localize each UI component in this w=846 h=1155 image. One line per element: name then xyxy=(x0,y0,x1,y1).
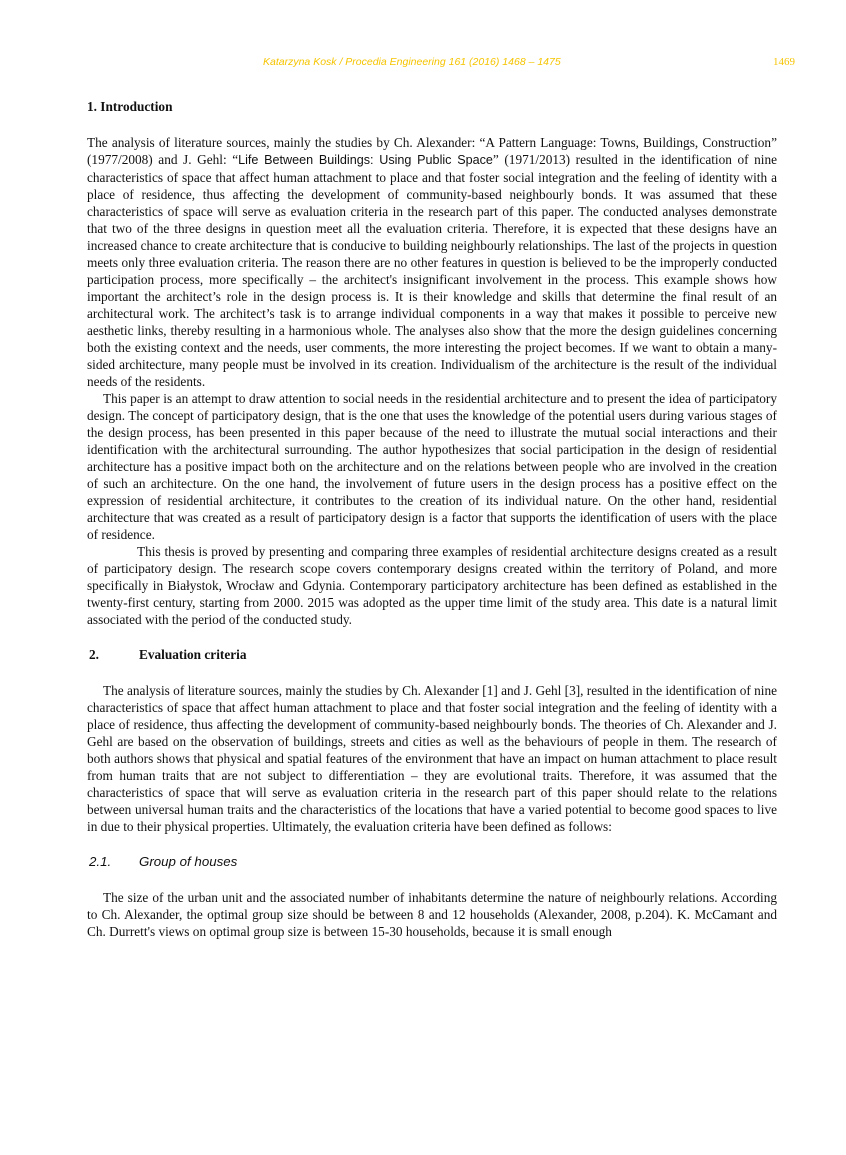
paragraph-text: The analysis of literature sources, mainly the studies by Ch. Alexander: “A Pattern Language: Towns, Buildings, Construction” (1977/2008) and J. Gehl: “ xyxy=(87,135,777,167)
paragraph-text: ” (1971/2013) resulted in the identification of nine characteristics of space that affect human attachment to place and that foster social integration and the feeling of identity with a place of residence, thus affecting the development of community-based neighbourly bonds. It was assumed that these characteristics of space will serve as evaluation criteria in the research part of this paper. The conducted analyses demonstrate that two of the three designs in question meet all the evaluation criteria. Therefore, it is expected that these designs have an increased chance to create architecture that is conducive to building neighbourly relationships. The last of the projects in question meets only three evaluation criteria. The reason there are no other features in question is believed to be the improperly conducted participation process, more specifically – the architect's insignificant involvement in the process. This example shows how important the architect’s role in the design process is. It is their knowledge and skills that determine the final result of an architectural work. The architect’s task is to arrange individual components in a way that makes it possible to perceive new aesthetic links, thereby resulting in a harmonious whole. The analyses also show that the more the design guidelines concerning both the existing context and the needs, user comments, the more interesting the project becomes. If we want to obtain a many-sided architecture, many people must be involved in its creation. Individualism of the architecture is the result of the individual needs of the residents. xyxy=(87,152,777,389)
article-body xyxy=(87,98,777,940)
paragraph xyxy=(87,134,777,390)
running-head xyxy=(87,56,795,72)
book-title: Life Between Buildings: Using Public Space xyxy=(238,153,493,167)
paragraph: This paper is an attempt to draw attention to social needs in the residential architecture and to present the idea of participatory design. The concept of participatory design, that is the one that uses the knowledge of the potential users during various stages of the design process, has been presented in this paper because of the need to illustrate the mutual social interactions and their identification with the architectural surrounding. The author hypothesizes that social participation in the design of residential architecture has a positive impact both on the architecture and on the relations between people who are involved in the creation of such an architecture. On the one hand, the involvement of future users in the design process has a positive effect on the expression of residential architecture, it contributes to the creation of its individual nature. On the other hand, residential architecture that was created as a result of participatory design is a factor that supports the identification of users with the place of residence. xyxy=(87,391,777,542)
section-title: Evaluation criteria xyxy=(139,647,247,662)
paragraph: This thesis is proved by presenting and comparing three examples of residential architecture designs created as a result of participatory design. The research scope covers contemporary designs created within the territory of Poland, and more specifically in Białystok, Wrocław and Gdynia. Contemporary participatory architecture has been defined as established in the twenty-first century, starting from 2000. 2015 was adopted as the upper time limit of the study area. This date is a natural limit associated with the period of the conducted study. xyxy=(87,544,777,627)
page-number: 1469 xyxy=(773,56,795,68)
section-number: 2. xyxy=(89,647,99,662)
section-heading-introduction: 1. Introduction xyxy=(87,99,173,114)
section-heading-evaluation-criteria xyxy=(87,646,777,663)
subsection-title: Group of houses xyxy=(139,854,238,869)
subsection-heading-group-of-houses xyxy=(87,853,777,870)
paragraph: The analysis of literature sources, mainly the studies by Ch. Alexander [1] and J. Gehl [3], resulted in the identification of nine characteristics of space that affect human attachment to place and that foster social integration and the feeling of identity with a place of residence, thus affecting the development of community-based neighbourly bonds. The theories of Ch. Alexander and J. Gehl are based on the observation of buildings, streets and cities as well as the behaviours of people in them. The research of both authors shows that physical and spatial features of the environment that have an impact on human attachment to place result from human traits that are not subject to differentiation – they are evolutional traits. Therefore, it was assumed that the characteristics of space that will serve as evaluation criteria in the research part of this paper should relate to the relations between universal human traits and the characteristics of the locations that have a varied potential to become good spaces to live in due to their physical properties. Ultimately, the evaluation criteria have been defined as follows: xyxy=(87,683,777,834)
paragraph: The size of the urban unit and the associated number of inhabitants determine the nature of neighbourly relations. According to Ch. Alexander, the optimal group size should be between 8 and 12 households (Alexander, 2008, p.204). K. McCamant and Ch. Durrett's views on optimal group size is between 15-30 households, because it is small enough xyxy=(87,890,777,939)
running-head-title: Katarzyna Kosk / Procedia Engineering 161 (2016) 1468 – 1475 xyxy=(263,56,561,68)
subsection-number: 2.1. xyxy=(89,854,112,869)
